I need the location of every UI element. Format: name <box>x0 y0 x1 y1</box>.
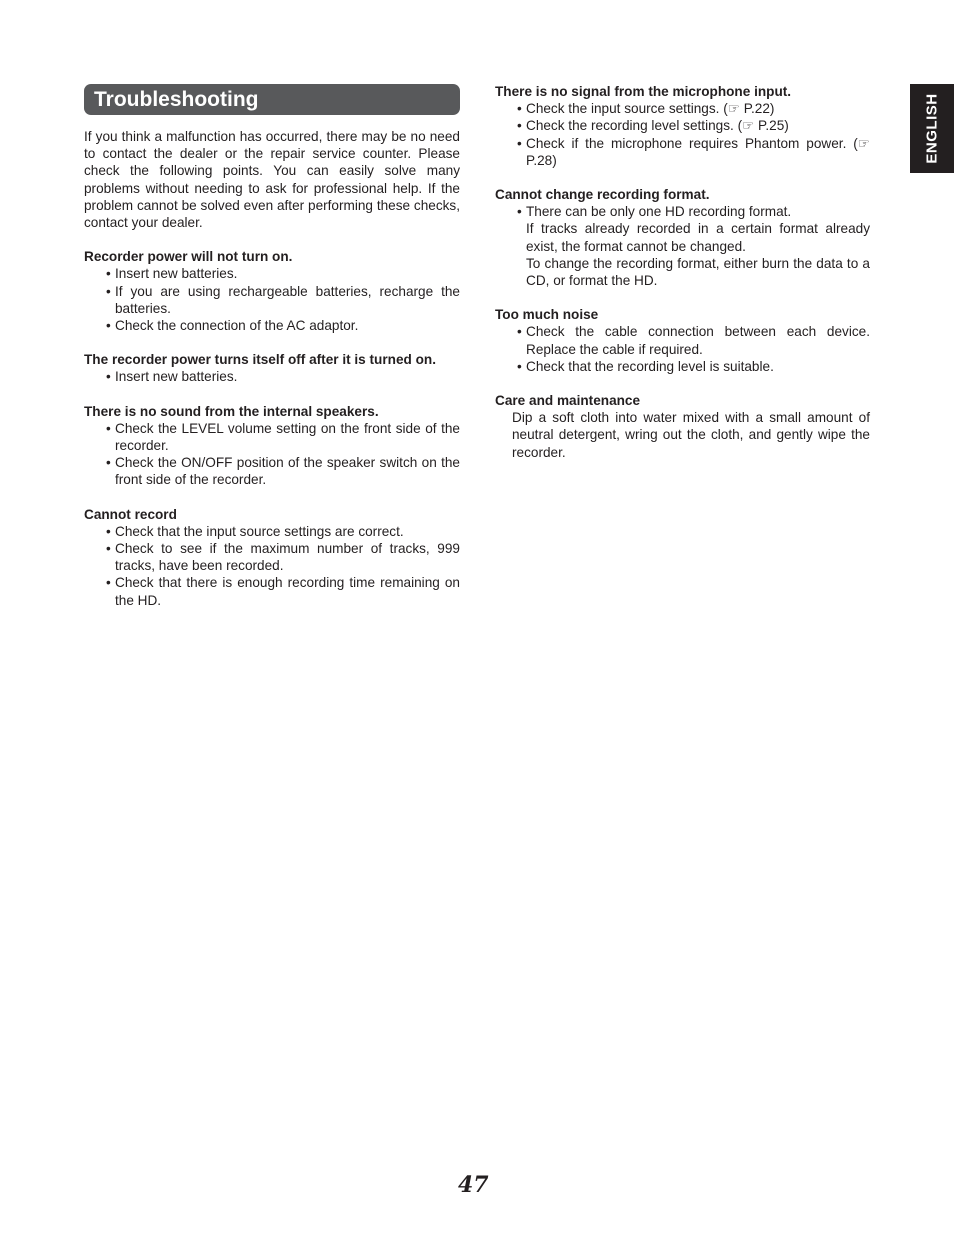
page-number: 47 <box>458 1172 489 1198</box>
language-tab <box>910 84 954 173</box>
bullet-item: • Check the recording level settings. (☞ P.25) <box>517 117 870 134</box>
section-heading: Cannot change recording format. <box>495 187 710 203</box>
section-no-sound <box>84 403 460 489</box>
continuation-text: If tracks already recorded in a certain format already exist, the format cannot be changed. <box>526 221 870 254</box>
section-cannot-record <box>84 506 460 609</box>
page-title: Troubleshooting <box>84 84 460 115</box>
bullet-list <box>84 523 460 609</box>
section-heading: There is no sound from the internal speakers. <box>84 403 379 419</box>
bullet-item: • Check if the microphone requires Phantom power. (☞ P.28) <box>517 135 870 169</box>
section-too-much-noise <box>495 306 870 375</box>
bullet-item: • Check to see if the maximum number of tracks, 999 tracks, have been recorded. <box>106 540 460 574</box>
section-heading: Too much noise <box>495 307 599 323</box>
section-heading: Cannot record <box>84 506 177 522</box>
section-cannot-change-format <box>495 186 870 289</box>
bullet-item: • Check the connection of the AC adaptor. <box>106 317 460 334</box>
left-column <box>84 84 460 626</box>
bullet-item: • Check that the recording level is suitable. <box>517 358 870 375</box>
bullet-item: • There can be only one HD recording format. <box>517 203 870 220</box>
intro-paragraph: If you think a malfunction has occurred, there may be no need to contact the dealer or the repair service counter. Please check the following points. You can easily solve many problems without needing to ask for professional help. If the problem cannot be solved even after performing these checks, contact your dealer. <box>84 129 460 231</box>
section-heading: The recorder power turns itself off after it is turned on. <box>84 352 436 368</box>
bullet-item: • Check the LEVEL volume setting on the front side of the recorder. <box>106 420 460 454</box>
bullet-item: • Check the ON/OFF position of the speaker switch on the front side of the recorder. <box>106 454 460 488</box>
bullet-list <box>84 420 460 489</box>
section-no-mic-signal <box>495 83 870 169</box>
bullet-item: • Check that the input source settings are correct. <box>106 523 460 540</box>
section-heading: Recorder power will not turn on. <box>84 249 293 265</box>
bullet-item: • Insert new batteries. <box>106 368 460 385</box>
section-heading: There is no signal from the microphone input. <box>495 84 792 99</box>
continuation-text: To change the recording format, either burn the data to a CD, or format the HD. <box>526 255 870 289</box>
bullet-item: • If you are using rechargeable batteries, recharge the batteries. <box>106 283 460 317</box>
right-column <box>495 83 870 478</box>
bullet-item: • Check that there is enough recording time remaining on the HD. <box>106 574 460 608</box>
bullet-item: • Check the cable connection between each device. Replace the cable if required. <box>517 323 870 357</box>
bullet-list <box>495 203 870 220</box>
section-heading: Care and maintenance <box>495 393 641 409</box>
section-power-not-on <box>84 248 460 334</box>
bullet-item: • Check the input source settings. (☞ P.22) <box>517 100 870 117</box>
bullet-item: • Insert new batteries. <box>106 265 460 282</box>
bullet-list <box>495 323 870 375</box>
bullet-list <box>495 100 870 169</box>
section-power-turns-off <box>84 351 460 385</box>
care-paragraph: Dip a soft cloth into water mixed with a small amount of neutral detergent, wring out the cloth, and gently wipe the recorder. <box>512 410 870 460</box>
bullet-list <box>84 368 460 385</box>
bullet-list <box>84 265 460 334</box>
language-label: ENGLISH <box>923 93 941 164</box>
section-care-maintenance <box>495 392 870 461</box>
